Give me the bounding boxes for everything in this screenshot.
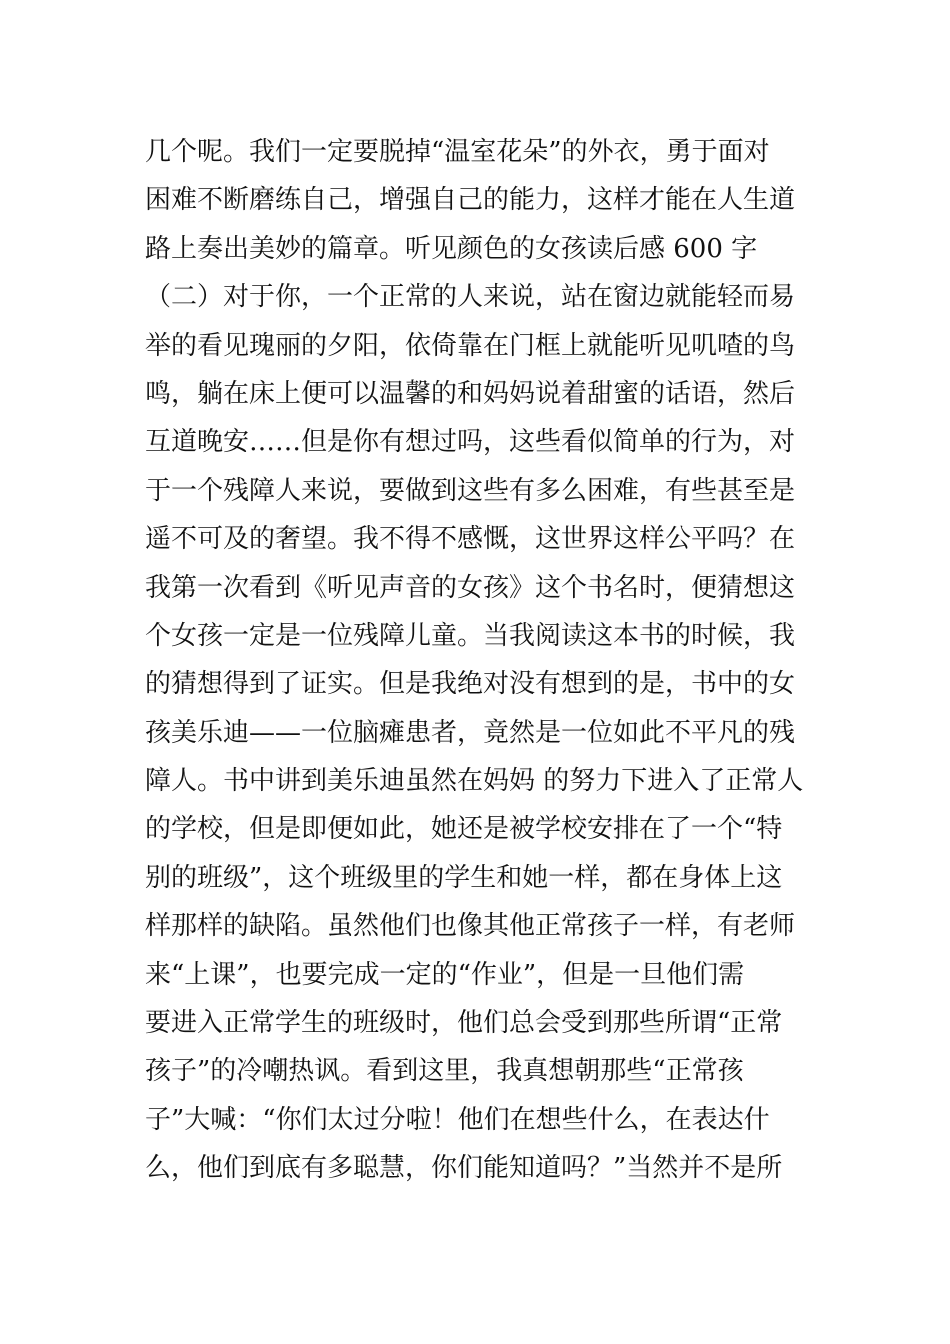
text-line: （二）对于你，一个正常的人来说，站在窗边就能轻而易: [145, 282, 796, 313]
text-line: 于一个残障人来说，要做到这些有多么困难，有些甚至是: [145, 475, 796, 506]
text-line: 么，他们到底有多聪慧，你们能知道吗？”当然并不是所: [145, 1153, 783, 1184]
text-line: 路上奏出美妙的篇章。听见颜色的女孩读后感 600 字: [145, 233, 758, 264]
text-line: 障人。书中讲到美乐迪虽然在妈妈 的努力下进入了正常人: [145, 766, 804, 797]
text-line: 要进入正常学生的班级时，他们总会受到那些所谓“正常: [145, 1008, 783, 1039]
text-line: 困难不断磨练自己，增强自己的能力，这样才能在人生道: [145, 185, 796, 216]
text-line: 别的班级”，这个班级里的学生和她一样，都在身体上这: [145, 862, 783, 893]
text-line: 个女孩一定是一位残障儿童。当我阅读这本书的时候，我: [145, 620, 796, 651]
text-line: 孩美乐迪——一位脑瘫患者，竟然是一位如此不平凡的残: [145, 717, 796, 748]
text-line: 几个呢。我们一定要脱掉“温室花朵”的外衣，勇于面对: [145, 137, 770, 167]
text-line: 我第一次看到《听见声音的女孩》这个书名时，便猜想这: [145, 572, 796, 603]
text-line: 鸣，躺在床上便可以温馨的和妈妈说着甜蜜的话语，然后: [145, 378, 796, 409]
text-line: 的学校，但是即便如此，她还是被学校安排在了一个“特: [145, 814, 783, 845]
text-line: 子”大喊：“你们太过分啦！他们在想些什么，在表达什: [145, 1104, 770, 1135]
text-line: 互道晚安……但是你有想过吗，这些看似简单的行为，对: [145, 427, 796, 458]
text-line: 的猜想得到了证实。但是我绝对没有想到的是，书中的女: [145, 669, 796, 700]
text-line: 来“上课”，也要完成一定的“作业”，但是一旦他们需: [145, 959, 745, 990]
text-line: 遥不可及的奢望。我不得不感慨，这世界这样公平吗？在: [145, 524, 796, 555]
body-text: [145, 128, 815, 1193]
text-line: 举的看见瑰丽的夕阳，依倚靠在门框上就能听见叽喳的鸟: [145, 330, 796, 361]
text-line: 孩子”的冷嘲热讽。看到这里，我真想朝那些“正常孩: [145, 1056, 744, 1087]
text-line: 样那样的缺陷。虽然他们也像其他正常孩子一样，有老师: [145, 911, 796, 942]
